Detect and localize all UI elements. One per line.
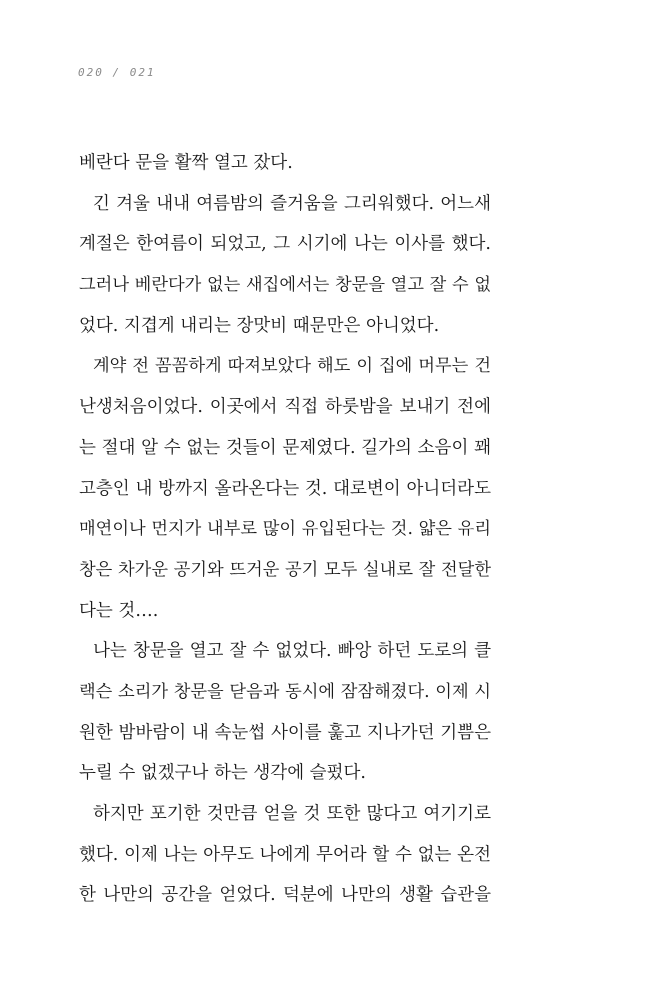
text-line: 베란다 문을 활짝 열고 잤다. xyxy=(79,153,293,173)
text-line: 창은 차가운 공기와 뜨거운 공기 모두 실내로 잘 전달한 xyxy=(79,559,491,580)
text-line: 난생처음이었다. 이곳에서 직접 하룻밤을 보내기 전에 xyxy=(79,397,491,418)
text-line: 랙슨 소리가 창문을 닫음과 동시에 잠잠해졌다. 이제 시 xyxy=(79,681,491,702)
text-line: 고층인 내 방까지 올라온다는 것. 대로변이 아니더라도 xyxy=(79,478,491,499)
text-line: 다는 것…. xyxy=(79,600,159,621)
text-line: 하지만 포기한 것만큼 얻을 것 또한 많다고 여기기로 xyxy=(93,804,491,824)
text-line: 매연이나 먼지가 내부로 많이 유입된다는 것. 얇은 유리 xyxy=(79,519,491,540)
text-line: 었다. 지겹게 내리는 장맛비 때문만은 아니었다. xyxy=(79,315,440,336)
text-line: 긴 겨울 내내 여름밤의 즐거움을 그리워했다. 어느새 xyxy=(93,193,491,214)
text-line: 그러나 베란다가 없는 새집에서는 창문을 열고 잘 수 없 xyxy=(79,275,491,296)
body-text xyxy=(79,143,491,916)
text-line: 원한 밤바람이 내 속눈썹 사이를 훑고 지나가던 기쁨은 xyxy=(79,722,491,743)
text-line: 계약 전 꼼꼼하게 따져보았다 해도 이 집에 머무는 건 xyxy=(93,356,491,377)
text-line: 계절은 한여름이 되었고, 그 시기에 나는 이사를 했다. xyxy=(79,234,491,255)
text-line: 한 나만의 공간을 얻었다. 덕분에 나만의 생활 습관을 xyxy=(79,885,491,906)
text-line: 는 절대 알 수 없는 것들이 문제였다. 길가의 소음이 꽤 xyxy=(79,437,491,458)
text-line: 누릴 수 없겠구나 하는 생각에 슬펐다. xyxy=(79,763,366,784)
page-number: 020 / 021 xyxy=(78,66,156,79)
text-line: 했다. 이제 나는 아무도 나에게 무어라 할 수 없는 온전 xyxy=(79,844,491,865)
text-line: 나는 창문을 열고 잘 수 없었다. 빠앙 하던 도로의 클 xyxy=(93,641,491,662)
